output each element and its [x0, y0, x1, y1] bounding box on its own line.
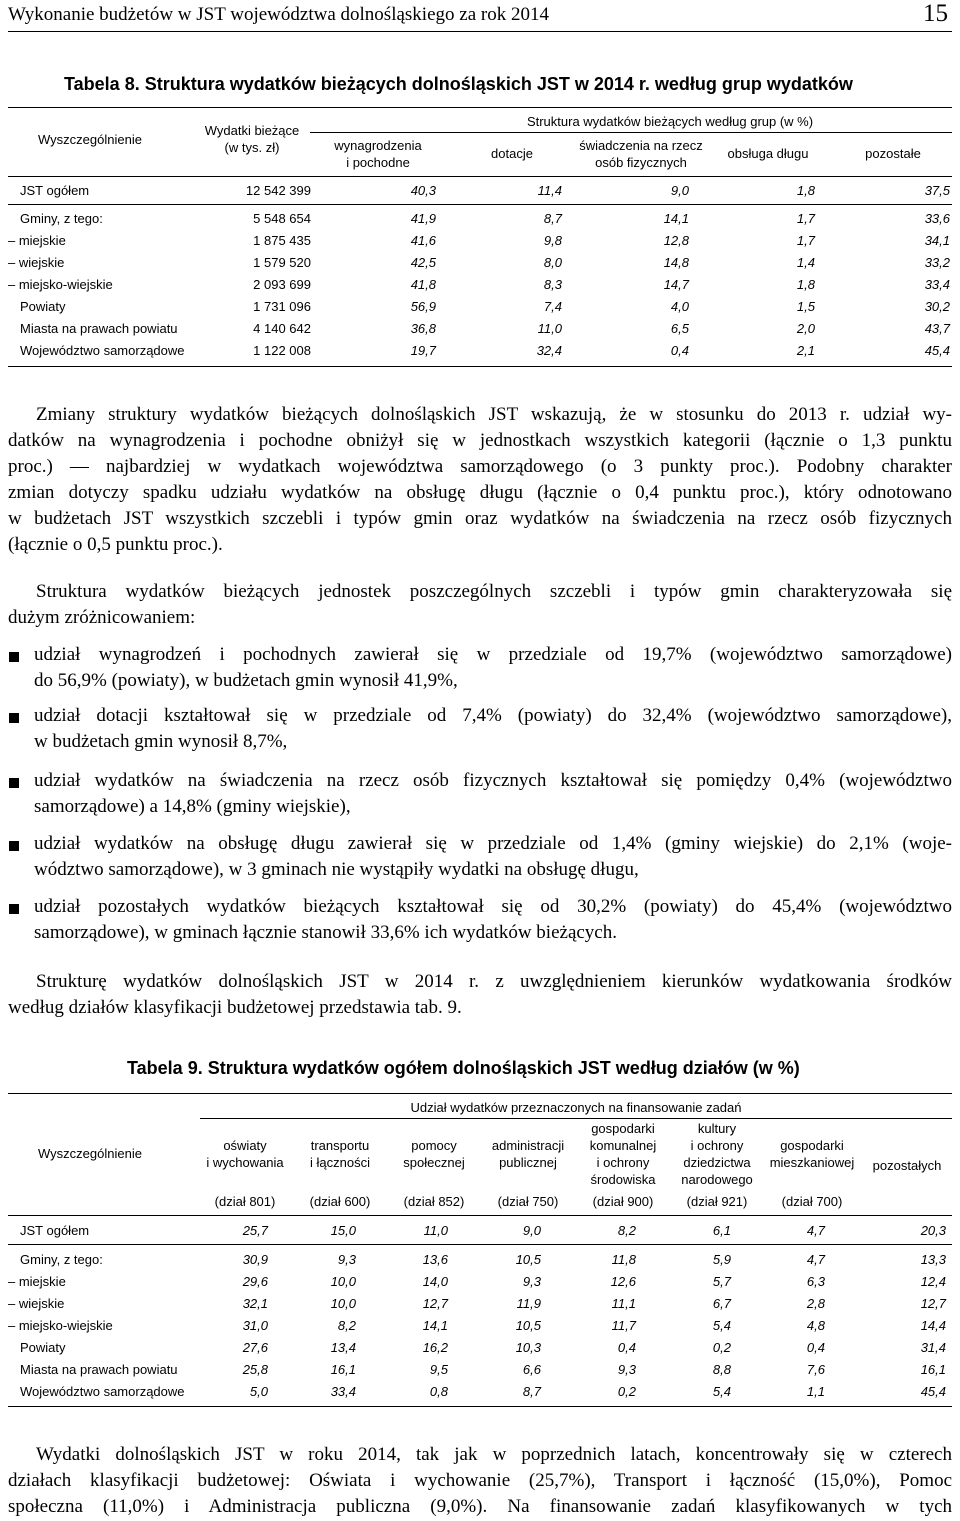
table-cell: 9,0 — [670, 183, 689, 198]
header-dzial-column: oświaty i wychowania — [206, 1138, 284, 1170]
table-cell: 9,3 — [522, 1274, 541, 1289]
header-dzial-code: (dział 852) — [403, 1194, 465, 1209]
table-cell: 33,4 — [330, 1384, 356, 1399]
header-dzial-column: administracji publicznej — [491, 1138, 565, 1170]
bullet-text-line: samorządowe), w gminach łącznie stanowił 33,6% ich wydatków bieżących. — [34, 922, 617, 943]
table-cell: 14,0 — [422, 1274, 448, 1289]
bullet-square-icon — [9, 652, 19, 662]
table-cell: 2 093 699 — [253, 277, 311, 292]
table-row-label: – miejsko-wiejskie — [8, 1318, 113, 1333]
table-cell: 32,1 — [242, 1296, 268, 1311]
table-cell: 37,5 — [924, 183, 950, 198]
header-wydatki-biezace: Wydatki bieżące (w tys. zł) — [204, 123, 300, 155]
table-cell: 1,1 — [806, 1384, 825, 1399]
table-cell: 9,3 — [337, 1252, 356, 1267]
table-cell: 6,5 — [670, 321, 689, 336]
bullet-square-icon — [9, 841, 19, 851]
table-cell: 1 122 008 — [253, 343, 311, 358]
table-cell: 10,5 — [515, 1318, 541, 1333]
header-group-rule — [200, 1118, 952, 1119]
paragraph-1-line: w budżetach JST wszystkich szczebli i typów gmin oraz wydatków na świadczenia na rzecz osób fizycznych — [8, 508, 952, 529]
paragraph-2-line: Struktura wydatków bieżących jednostek poszczególnych szczebli i typów gmin charakteryzowała się — [36, 581, 952, 602]
page-number: 15 — [923, 0, 948, 27]
bullet-text-line: udział pozostałych wydatków bieżących kształtował się od 30,2% (powiaty) do 45,4% (województwo — [34, 896, 952, 917]
bullet-text-line: udział wydatków na świadczenia na rzecz osób fizycznych kształtował się pomiędzy 0,4% (województwo — [34, 770, 952, 791]
header-dzial-code: (dział 801) — [214, 1194, 276, 1209]
table-9-header-rule — [8, 1215, 952, 1216]
table-cell: 11,4 — [537, 183, 562, 198]
table-cell: 2,0 — [796, 321, 815, 336]
bullet-square-icon — [9, 778, 19, 788]
paragraph-4 — [8, 1442, 952, 1520]
table-row-label: Miasta na prawach powiatu — [20, 321, 178, 336]
table-cell: 1,4 — [796, 255, 815, 270]
header-pozostalych: pozostałych — [872, 1158, 942, 1173]
bullet-text-line: do 56,9% (powiaty), w budżetach gmin wynosił 41,9%, — [34, 670, 458, 691]
bullet-text-line: samorządowe) a 14,8% (gminy wiejskie), — [34, 796, 351, 817]
table-cell: 0,4 — [617, 1340, 636, 1355]
header-obsluga-dlugu: obsługa długu — [727, 146, 809, 161]
table-row-label: – miejskie — [8, 1274, 66, 1289]
table-cell: 9,5 — [429, 1362, 448, 1377]
table-cell: 34,1 — [924, 233, 950, 248]
header-dzial-code: (dział 600) — [309, 1194, 371, 1209]
header-dotacje: dotacje — [491, 146, 533, 161]
table-9-caption: Tabela 9. Struktura wydatków ogółem dolnośląskich JST według działów (w %) — [127, 1058, 800, 1078]
table-9-top-rule — [8, 1093, 952, 1094]
table-row-label: Województwo samorządowe — [20, 343, 185, 358]
table-cell: 1,8 — [796, 183, 815, 198]
table-cell: 1,8 — [796, 277, 815, 292]
header-pozostale: pozostałe — [865, 146, 921, 161]
table-cell: 41,6 — [410, 233, 436, 248]
table-cell: 1,7 — [796, 211, 815, 226]
bullet-text-line: udział wydatków na obsługę długu zawierał się w przedziale od 1,4% (gminy wiejskie) do 2,1% (woje- — [34, 833, 952, 854]
table-cell: 33,4 — [924, 277, 950, 292]
table-cell: 8,7 — [543, 211, 562, 226]
table-cell: 16,1 — [330, 1362, 356, 1377]
table-row-label: JST ogółem — [20, 1223, 90, 1238]
table-cell: 16,1 — [920, 1362, 946, 1377]
table-cell: 8,0 — [543, 255, 562, 270]
header-rule — [8, 31, 952, 32]
table-cell: 20,3 — [920, 1223, 946, 1238]
table-cell: 8,2 — [617, 1223, 636, 1238]
table-cell: 12,7 — [920, 1296, 946, 1311]
table-cell: 0,4 — [806, 1340, 825, 1355]
table-cell: 14,8 — [663, 255, 689, 270]
table-cell: 1,7 — [796, 233, 815, 248]
table-cell: 4,7 — [806, 1252, 825, 1267]
table-cell: 7,6 — [806, 1362, 825, 1377]
paragraph-1-line: Zmiany struktury wydatków bieżących dolnośląskich JST wskazują, że w stosunku do 2013 r. udział wy- — [36, 404, 952, 425]
paragraph-2-line: dużym zróżnicowaniem: — [8, 607, 196, 628]
paragraph-1-line: datków na wynagrodzenia i pochodne obniżył się w jednostkach wszystkich kategorii (łącznie o 1,3 punktu — [8, 430, 952, 451]
table-cell: 32,4 — [536, 343, 562, 358]
header-dzial-column: gospodarki komunalnej i ochrony środowiska — [589, 1121, 657, 1187]
table-9-total-rule — [8, 1244, 952, 1245]
table-row-label: – miejskie — [8, 233, 66, 248]
table-cell: 12 542 399 — [245, 183, 311, 198]
table-cell: 5,0 — [249, 1384, 268, 1399]
table-cell: 13,3 — [920, 1252, 946, 1267]
table-cell: 2,8 — [806, 1296, 825, 1311]
table-cell: 41,8 — [410, 277, 436, 292]
table-cell: 30,2 — [924, 299, 950, 314]
table-cell: 6,6 — [522, 1362, 541, 1377]
table-cell: 45,4 — [924, 343, 950, 358]
bullet-text-line: udział dotacji kształtował się w przedziale od 7,4% (powiaty) do 32,4% (województwo samorządowe), — [34, 705, 952, 726]
table-cell: 11,8 — [611, 1252, 636, 1267]
table-cell: 6,3 — [806, 1274, 825, 1289]
table-cell: 8,2 — [337, 1318, 356, 1333]
table-cell: 12,8 — [663, 233, 689, 248]
bullet-text-line: udział wynagrodzeń i pochodnych zawierał się w przedziale od 19,7% (województwo samorządowe) — [34, 644, 952, 665]
table-cell: 5,4 — [712, 1318, 731, 1333]
table-row-label: Powiaty — [20, 299, 66, 314]
table-cell: 40,3 — [410, 183, 436, 198]
header-dzial-code: (dział 900) — [592, 1194, 654, 1209]
table-cell: 31,0 — [242, 1318, 268, 1333]
table-cell: 30,9 — [242, 1252, 268, 1267]
table-cell: 5,4 — [712, 1384, 731, 1399]
header-wyszczegolnienie: Wyszczególnienie — [38, 132, 142, 147]
table-cell: 14,1 — [663, 211, 689, 226]
table-row-label: Gminy, z tego: — [20, 211, 103, 226]
table-cell: 1 875 435 — [253, 233, 311, 248]
table-row-label: JST ogółem — [20, 183, 90, 198]
table-cell: 0,2 — [617, 1384, 636, 1399]
table-8-total-rule — [8, 204, 952, 205]
paragraph-1-line: proc.) — najbardziej w wydatkach województwa samorządowego (o 3 punkty proc.). Podobny charakter — [8, 456, 952, 477]
table-cell: 14,1 — [422, 1318, 448, 1333]
table-cell: 0,2 — [712, 1340, 731, 1355]
paragraph-1-line: (łącznie o 0,5 punktu proc.). — [8, 534, 223, 555]
table-cell: 12,4 — [920, 1274, 946, 1289]
table-cell: 4,0 — [670, 299, 689, 314]
table-cell: 9,0 — [522, 1223, 541, 1238]
header-dzial-column: kultury i ochrony dziedzictwa narodowego — [681, 1121, 753, 1187]
header-dzial-code: (dział 921) — [686, 1194, 748, 1209]
table-cell: 11,0 — [423, 1223, 448, 1238]
header-dzial-code: (dział 700) — [781, 1194, 843, 1209]
table-8-bottom-rule — [8, 366, 952, 367]
table-cell: 8,7 — [522, 1384, 541, 1399]
table-cell: 11,9 — [516, 1296, 541, 1311]
header-dzial-code: (dział 750) — [497, 1194, 559, 1209]
table-cell: 1 579 520 — [253, 255, 311, 270]
header-wynagrodzenia: wynagrodzenia i pochodne — [334, 138, 422, 170]
paragraph-3 — [8, 969, 952, 1021]
table-cell: 4 140 642 — [253, 321, 311, 336]
table-cell: 11,7 — [611, 1318, 636, 1333]
header-struktura-group: Struktura wydatków bieżących według grup (w %) — [526, 114, 814, 129]
table-cell: 27,6 — [242, 1340, 268, 1355]
table-cell: 15,0 — [330, 1223, 356, 1238]
paragraph-2 — [8, 579, 952, 631]
table-cell: 25,7 — [242, 1223, 268, 1238]
table-row-label: Powiaty — [20, 1340, 66, 1355]
table-9-bottom-rule — [8, 1406, 952, 1407]
table-cell: 1 731 096 — [253, 299, 311, 314]
table-cell: 13,6 — [422, 1252, 448, 1267]
header-group-rule — [310, 132, 952, 133]
table-cell: 45,4 — [920, 1384, 946, 1399]
table-cell: 31,4 — [920, 1340, 946, 1355]
table-cell: 14,4 — [920, 1318, 946, 1333]
table-cell: 43,7 — [924, 321, 950, 336]
paragraph-1-line: zmian dotyczy spadku udziału wydatków na obsługę długu (łącznie o 0,4 punktu proc.), który odnotowano — [8, 482, 952, 503]
header-dzial-column: gospodarki mieszkaniowej — [769, 1138, 855, 1170]
table-cell: 4,8 — [806, 1318, 825, 1333]
table-row-label: Gminy, z tego: — [20, 1252, 103, 1267]
table-cell: 0,8 — [429, 1384, 448, 1399]
header-swiadczenia: świadczenia na rzecz osób fizycznych — [579, 138, 703, 170]
table-cell: 9,3 — [617, 1362, 636, 1377]
paragraph-3-line: Strukturę wydatków dolnośląskich JST w 2014 r. z uwzględnieniem kierunków wydatkowania środków — [36, 971, 952, 992]
table-cell: 33,6 — [924, 211, 950, 226]
table-cell: 42,5 — [410, 255, 436, 270]
table-cell: 10,0 — [330, 1296, 356, 1311]
paragraph-4-line: Wydatki dolnośląskich JST w roku 2014, tak jak w poprzednich latach, koncentrowały się w czterech — [36, 1444, 952, 1465]
table-cell: 56,9 — [410, 299, 436, 314]
table-cell: 16,2 — [422, 1340, 448, 1355]
table-8-caption: Tabela 8. Struktura wydatków bieżących dolnośląskich JST w 2014 r. według grup wydatków — [64, 74, 853, 94]
table-cell: 9,8 — [543, 233, 562, 248]
table-cell: 25,8 — [242, 1362, 268, 1377]
header-wyszczegolnienie: Wyszczególnienie — [38, 1146, 142, 1161]
bullet-square-icon — [9, 713, 19, 723]
table-cell: 13,4 — [330, 1340, 356, 1355]
bullet-text-line: wództwo samorządowe), w 3 gminach nie wystąpiły wydatki na obsługę długu, — [34, 859, 639, 880]
paragraph-4-line: działach klasyfikacji budżetowej: Oświata i wychowanie (25,7%), Transport i łączność (15,0%), Pomoc — [8, 1470, 952, 1491]
table-cell: 8,3 — [543, 277, 562, 292]
table-cell: 6,1 — [712, 1223, 731, 1238]
table-row-label: Miasta na prawach powiatu — [20, 1362, 178, 1377]
table-8-top-rule — [8, 107, 952, 108]
table-row-label: Województwo samorządowe — [20, 1384, 185, 1399]
paragraph-1 — [8, 402, 952, 558]
table-row-label: – wiejskie — [8, 255, 65, 270]
table-cell: 33,2 — [924, 255, 950, 270]
table-cell: 8,8 — [712, 1362, 731, 1377]
table-cell: 1,5 — [796, 299, 815, 314]
table-cell: 36,8 — [410, 321, 436, 336]
table-cell: 10,0 — [330, 1274, 356, 1289]
table-cell: 2,1 — [796, 343, 815, 358]
table-cell: 0,4 — [670, 343, 689, 358]
header-dzial-column: pomocy społecznej — [403, 1138, 465, 1170]
paragraph-4-line: społeczna (11,0%) i Administracja publiczna (9,0%). Na finansowanie zadań klasyfikowanych w tych — [8, 1496, 952, 1517]
bullet-text-line: w budżetach gmin wynosił 8,7%, — [34, 731, 288, 752]
paragraph-3-line: według działów klasyfikacji budżetowej przedstawia tab. 9. — [8, 997, 462, 1018]
header-udzial-group: Udział wydatków przeznaczonych na finansowanie zadań — [410, 1100, 742, 1115]
table-row-label: – miejsko-wiejskie — [8, 277, 113, 292]
table-cell: 10,5 — [515, 1252, 541, 1267]
table-cell: 7,4 — [543, 299, 562, 314]
table-cell: 29,6 — [242, 1274, 268, 1289]
table-cell: 4,7 — [806, 1223, 825, 1238]
table-cell: 41,9 — [410, 211, 436, 226]
header-dzial-column: transportu i łączności — [310, 1138, 370, 1170]
table-8-header-rule — [8, 176, 952, 177]
table-cell: 12,7 — [422, 1296, 448, 1311]
table-cell: 5 548 654 — [253, 211, 311, 226]
table-cell: 10,3 — [515, 1340, 541, 1355]
table-cell: 11,1 — [611, 1296, 636, 1311]
bullet-square-icon — [9, 904, 19, 914]
table-cell: 19,7 — [410, 343, 436, 358]
table-cell: 12,6 — [610, 1274, 636, 1289]
table-cell: 11,0 — [537, 321, 562, 336]
running-header-title: Wykonanie budżetów w JST województwa dolnośląskiego za rok 2014 — [8, 4, 549, 25]
table-cell: 5,7 — [712, 1274, 731, 1289]
table-cell: 5,9 — [712, 1252, 731, 1267]
table-row-label: – wiejskie — [8, 1296, 65, 1311]
table-cell: 6,7 — [712, 1296, 731, 1311]
table-cell: 14,7 — [663, 277, 689, 292]
